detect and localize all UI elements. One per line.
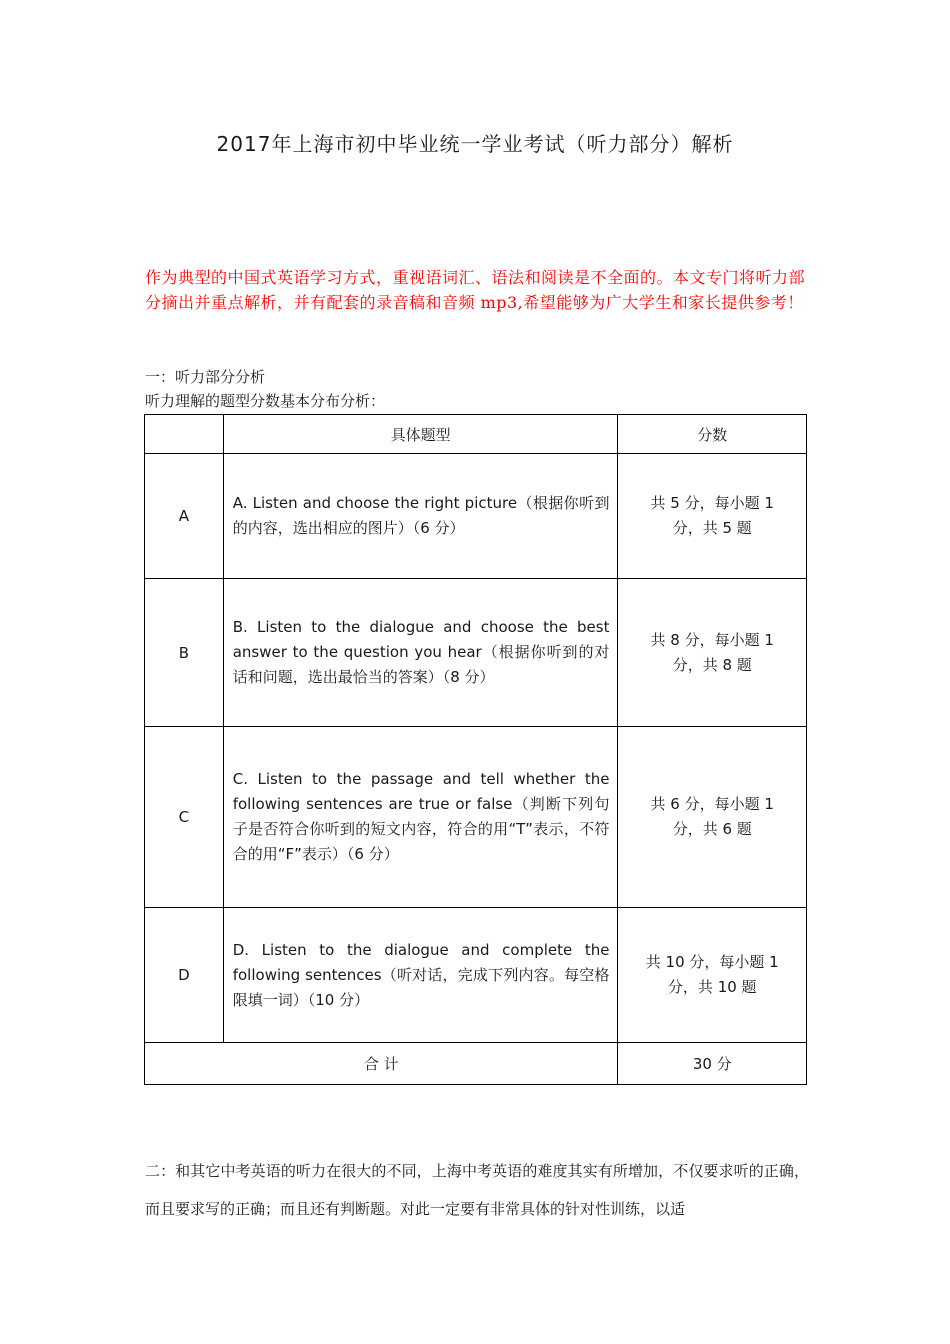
row-score: 共 8 分，每小题 1 分，共 8 题 bbox=[650, 630, 774, 674]
row-label: A bbox=[145, 454, 224, 579]
table-row bbox=[145, 454, 807, 579]
intro-paragraph: 作为典型的中国式英语学习方式，重视语词汇、语法和阅读是不全面的。本文专门将听力部分摘出并重点解析，并有配套的录音稿和音频 mp3,希望能够为广大学生和家长提供参考！ bbox=[145, 268, 806, 312]
row-description: A. Listen and choose the right picture（根据你听到的内容，选出相应的图片）（6 分） bbox=[232, 494, 610, 537]
table-row bbox=[145, 727, 807, 908]
table-caption: 听力理解的题型分数基本分布分析： bbox=[145, 392, 386, 410]
header-score: 分数 bbox=[618, 415, 807, 454]
total-value: 30 分 bbox=[618, 1043, 807, 1085]
section-two-paragraph: 二：和其它中考英语的听力在很大的不同，上海中考英语的难度其实有所增加，不仅要求听的正确，而且要求写的正确；而且还有判断题。对此一定要有非常具体的针对性训练，以适 bbox=[145, 1162, 809, 1218]
page-title: 2017年上海市初中毕业统一学业考试（听力部分）解析 bbox=[216, 132, 734, 156]
total-label: 合 计 bbox=[145, 1043, 618, 1085]
table-header-row bbox=[145, 415, 807, 454]
table-row bbox=[145, 908, 807, 1043]
table-total-row bbox=[145, 1043, 807, 1085]
section-heading-listening: 一：听力部分分析 bbox=[145, 368, 266, 386]
row-label: D bbox=[145, 908, 224, 1043]
row-score: 共 10 分，每小题 1 分，共 10 题 bbox=[645, 953, 779, 996]
row-label: B bbox=[145, 579, 224, 727]
score-distribution-table bbox=[144, 414, 807, 1085]
header-blank bbox=[145, 415, 224, 454]
row-label: C bbox=[145, 727, 224, 908]
table-row bbox=[145, 579, 807, 727]
row-description: D. Listen to the dialogue and complete the following sentences（听对话，完成下列内容。每空格限填一词）（10 分） bbox=[232, 940, 610, 1009]
row-description: C. Listen to the passage and tell whether the following sentences are true or false（判断下列句子是否符合你听到的短文内容，符合的用“T”表示，不符合的用“F”表示）（6 分） bbox=[232, 770, 610, 863]
row-score: 共 6 分，每小题 1 分，共 6 题 bbox=[650, 795, 774, 838]
row-description: B. Listen to the dialogue and choose the best answer to the question you hear（根据你听到的对话和问题，选出最恰当的答案）（8 分） bbox=[232, 618, 610, 686]
row-score: 共 5 分，每小题 1 分，共 5 题 bbox=[650, 494, 774, 537]
header-question-type: 具体题型 bbox=[223, 415, 618, 454]
